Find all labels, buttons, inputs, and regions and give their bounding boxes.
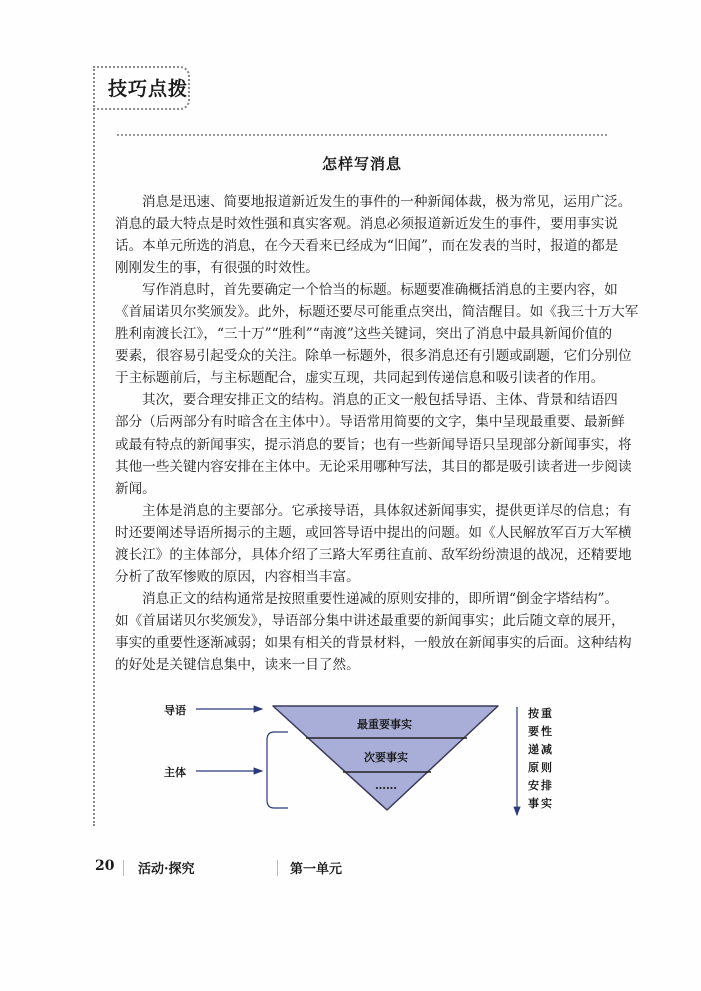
paragraph-line: 的好处是关键信息集中，读来一目了然。 <box>115 656 360 673</box>
paragraph-line: 《首届诺贝尔奖颁发》。此外，标题还要尽可能重点突出，简洁醒目。如《我三十万大军 <box>115 304 639 321</box>
paragraph-line: 分析了敌军惨败的原因，内容相当丰富。 <box>115 568 360 585</box>
footer-separator <box>123 860 124 876</box>
paragraph-line: 时还要阐述导语所揭示的主题，或回答导语中提出的问题。如《人民解放军百万大军横 <box>115 524 632 541</box>
body-label: 主体 <box>164 766 186 779</box>
side-note-line: 事实 <box>528 797 554 810</box>
paragraph-line: 话。本单元所选的消息，在今天看来已经成为“旧闻”，而在发表的当时，报道的都是 <box>115 238 619 255</box>
footer-unit: 第一单元 <box>290 862 343 877</box>
paragraph-line: 消息是迅速、简要地报道新近发生的事件的一种新闻体裁，极为常见，运用广泛。 <box>142 194 632 210</box>
paragraph-line: 其次，要合理安排正文的结构。消息的正文一般包括导语、主体、背景和结语四 <box>142 392 618 409</box>
side-note-line: 递减 <box>528 743 554 756</box>
footer-section: 活动·探究 <box>138 862 195 877</box>
paragraph-line: 如《首届诺贝尔奖颁发》，导语部分集中讲述最重要的新闻事实；此后随文章的展开， <box>115 612 625 629</box>
paragraph-line: 部分（后两部分有时暗含在主体中）。导语常用简要的文字，集中呈现最重要、最新鲜 <box>115 414 625 431</box>
paragraph-line: 胜利南渡长江》，“三十万”“胜利”“南渡”这些关键词，突出了消息中最具新闻价值的 <box>115 326 613 343</box>
side-note <box>528 705 564 813</box>
layer-label: …… <box>375 779 397 792</box>
paragraph-line: 事实的重要性逐渐减弱；如果有相关的背景材料，一般放在新闻事实的后面。这种结构 <box>115 634 632 651</box>
side-note-line: 安排 <box>528 779 554 792</box>
paragraph-line: 主体是消息的主要部分。它承接导语，具体叙述新闻事实，提供更详尽的信息；有 <box>142 502 632 519</box>
body-bracket <box>267 732 288 808</box>
paragraph-line: 渡长江》的主体部分，具体介绍了三路大军勇往直前、敌军纷纷溃退的战况，还精要地 <box>115 546 632 563</box>
layer-label: 最重要事实 <box>357 718 412 731</box>
paragraph-line: 或最有特点的新闻事实，提示消息的要旨；也有一些新闻导语只呈现部分新闻事实，将 <box>115 436 632 453</box>
side-note-line: 按重 <box>528 707 554 720</box>
footer-separator <box>277 860 278 876</box>
paragraph-line: 消息正文的结构通常是按照重要性递减的原则安排的，即所谓“倒金字塔结构”。 <box>142 590 619 607</box>
layer-label: 次要事实 <box>364 751 408 764</box>
article-title: 怎样写消息 <box>321 155 402 173</box>
side-note-line: 要性 <box>528 725 554 738</box>
paragraph-line: 写作消息时，首先要确定一个恰当的标题。标题要准确概括消息的主要内容，如 <box>142 282 618 299</box>
paragraph-line: 消息的最大特点是时效性强和真实客观。消息必须报道新近发生的事件，要用事实说 <box>115 216 618 233</box>
paragraph-line: 新闻。 <box>115 480 156 497</box>
paragraph-line: 要素，很容易引起受众的关注。除单一标题外，很多消息还有引题或副题，它们分别位 <box>115 348 632 365</box>
paragraph-line: 刚刚发生的事，有很强的时效性。 <box>115 260 319 277</box>
section-tag: 技巧点拨 <box>108 78 189 100</box>
lead-label: 导语 <box>164 704 186 717</box>
side-note-line: 原则 <box>528 761 554 774</box>
page-number: 20 <box>95 858 115 874</box>
paragraph-line: 其他一些关键内容安排在主体中。无论采用哪种写法，其目的都是吸引读者进一步阅读 <box>115 458 632 475</box>
paragraph-line: 于主标题前后，与主标题配合，虚实互现，共同起到传递信息和吸引读者的作用。 <box>115 370 605 387</box>
